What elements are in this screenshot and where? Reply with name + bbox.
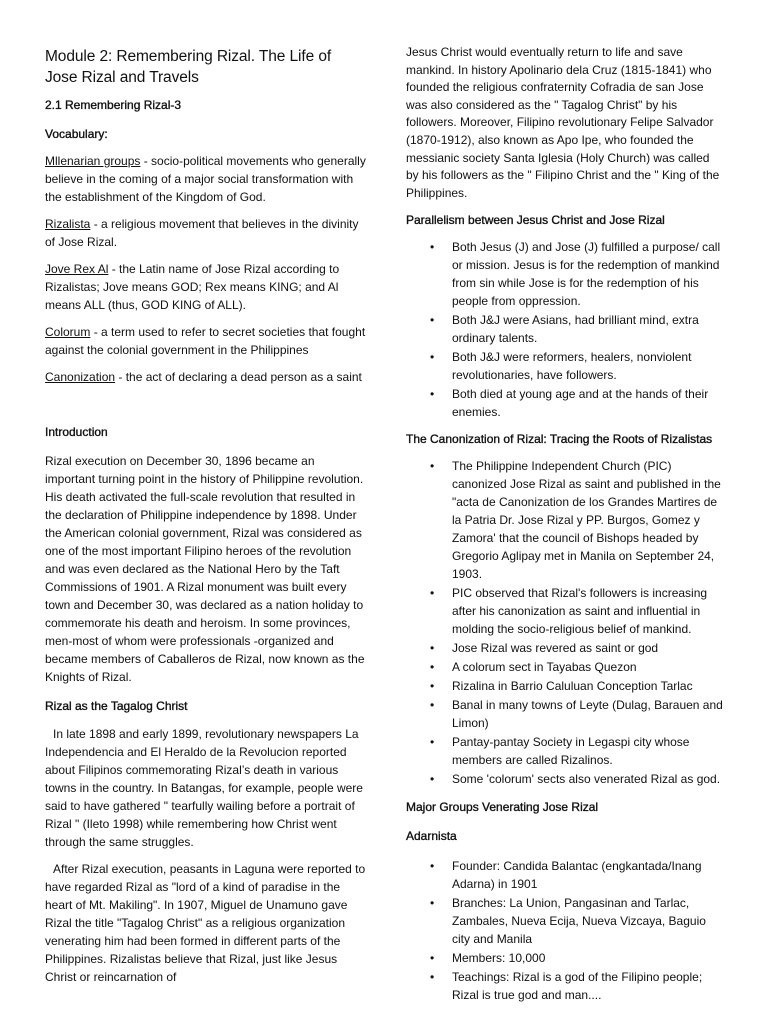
vocab-entry-canonization <box>45 368 367 386</box>
vocab-entry-rizalista <box>45 215 367 251</box>
vocab-term: Mllenarian groups <box>45 154 141 168</box>
list-item: • Both J&J were Asians, had brilliant mind, extra ordinary talents. <box>406 311 724 347</box>
list-item: • A colorum sect in Tayabas Quezon <box>406 658 724 676</box>
vocab-entry-millenarian <box>45 152 367 206</box>
tagalog-christ-paragraph-2: After Rizal execution, peasants in Laguna were reported to have regarded Rizal as "lord of a kind of paradise in the heart of Mt. Makiling". In 1907, Miguel de Unamuno gave Rizal the title "Tagalog Christ" as a religious organization venerating him had been formed in different parts of the Philippines. Rizalistas believe that Rizal, just like Jesus Christ or reincarnation of <box>45 862 366 984</box>
vocab-definition: - socio-political movements who generally believe in the coming of a major social transformation with the establishment of the Kingdom of God. <box>45 154 366 204</box>
vocab-definition: - the act of declaring a dead person as a saint <box>115 370 362 384</box>
vocab-term: Jove Rex Al <box>45 262 109 276</box>
vocabulary-heading: Vocabulary: <box>45 127 108 141</box>
list-item: • Founder: Candida Balantac (engkantada/Inang Adarna) in 1901 <box>406 857 724 893</box>
vocab-term: Colorum <box>45 325 91 339</box>
list-item: • Pantay-pantay Society in Legaspi city whose members are called Rizalinos. <box>406 733 724 769</box>
list-item: • Some 'colorum' sects also venerated Rizal as god. <box>406 770 724 788</box>
list-item: • Teachings: Rizal is a god of the Filipino people; Rizal is true god and man.... <box>406 968 724 1004</box>
list-item: • The Philippine Independent Church (PIC) canonized Jose Rizal as saint and published in the "acta de Canonization de los Grandes Martires de la Patria Dr. Jose Rizal y PP. Burgos, Gomez y Zamora' that the council of Bishops headed by Gregorio Aglipay met in Manila on September 24, 1903. <box>406 457 724 583</box>
parallelism-heading: Parallelism between Jesus Christ and Jose Rizal <box>406 213 665 228</box>
section-subtitle: 2.1 Remembering Rizal-3 <box>45 98 182 112</box>
canonization-heading: The Canonization of Rizal: Tracing the Roots of Rizalistas <box>406 432 713 447</box>
vocab-term: Canonization <box>45 370 116 384</box>
list-item: • Members: 10,000 <box>406 949 724 967</box>
adarnista-list <box>406 857 724 1004</box>
introduction-heading: Introduction <box>45 425 108 439</box>
canonization-list <box>406 457 724 788</box>
vocab-definition: - a religious movement that believes in the divinity of Jose Rizal. <box>45 217 359 249</box>
module-title: Module 2: Remembering Rizal. The Life of Jose Rizal and Travels <box>45 48 332 86</box>
list-item: • Branches: La Union, Pangasinan and Tarlac, Zambales, Nueva Ecija, Nueva Vizcaya, Baguio city and Manila <box>406 894 724 948</box>
vocab-entry-colorum <box>45 323 367 359</box>
major-groups-heading: Major Groups Venerating Jose Rizal <box>406 800 599 815</box>
vocab-entry-jove-rex-al <box>45 260 367 314</box>
adarnista-heading: Adarnista <box>406 829 457 844</box>
introduction-paragraph: Rizal execution on December 30, 1896 became an important turning point in the history of Philippine revolution. His death activated the full-scale revolution that resulted in the declaration of Philippine independence by 1898. Under the American colonial government, Rizal was considered as one of the most important Filipino heroes of the revolution and was even declared as the National Hero by the Taft Commissions of 1901. A Rizal monument was built every town and December 30, was declared as a nation holiday to commemorate his death and heroism. In some provinces, men-most of whom were professionals -organized and became members of Caballeros de Rizal, now known as the Knights of Rizal. <box>45 454 365 684</box>
vocab-term: Rizalista <box>45 217 91 231</box>
parallelism-list <box>406 238 724 421</box>
vocab-definition: - a term used to refer to secret societies that fought against the colonial government in the Philippines <box>45 325 366 357</box>
list-item: • Both died at young age and at the hands of their enemies. <box>406 385 724 421</box>
right-column <box>406 44 724 1005</box>
list-item: • Rizalina in Barrio Caluluan Conception Tarlac <box>406 677 724 695</box>
tagalog-christ-paragraph-1: In late 1898 and early 1899, revolutionary newspapers La Independencia and El Heraldo de la Revolucion reported about Filipinos commemorating Rizal’s death in various towns in the country. In Batangas, for example, people were said to have gathered " tearfully wailing before a portrait of Rizal " (Ileto 1998) while remembering how Christ went through the same struggles. <box>45 727 363 849</box>
tagalog-christ-heading: Rizal as the Tagalog Christ <box>45 699 188 713</box>
list-item: • Banal in many towns of Leyte (Dulag, Barauen and Limon) <box>406 696 724 732</box>
vocab-definition: - the Latin name of Jose Rizal according to Rizalistas; Jove means GOD; Rex means KING; and Al means ALL (thus, GOD KING of ALL). <box>45 262 340 312</box>
list-item: • Jose Rizal was revered as saint or god <box>406 639 724 657</box>
list-item: • Both Jesus (J) and Jose (J) fulfilled a purpose/ call or mission. Jesus is for the redemption of mankind from sin while Jose is for the redemption of his people from oppression. <box>406 238 724 310</box>
list-item: • Both J&J were reformers, healers, nonviolent revolutionaries, have followers. <box>406 348 724 384</box>
left-column <box>45 46 367 986</box>
continuation-paragraph: Jesus Christ would eventually return to life and save mankind. In history Apolinario dela Cruz (1815-1841) who founded the religious confraternity Cofradia de san Jose was also considered as the " Tagalog Christ" by his followers. Moreover, Filipino revolutionary Felipe Salvador (1870-1912), also known as Apo Ipe, who founded the messianic society Santa Iglesia (Holy Church) was called by his followers as the " Filipino Christ and the " King of the Philippines. <box>406 45 720 200</box>
list-item: • PIC observed that Rizal's followers is increasing after his canonization as saint and influential in molding the socio-religious belief of mankind. <box>406 584 724 638</box>
